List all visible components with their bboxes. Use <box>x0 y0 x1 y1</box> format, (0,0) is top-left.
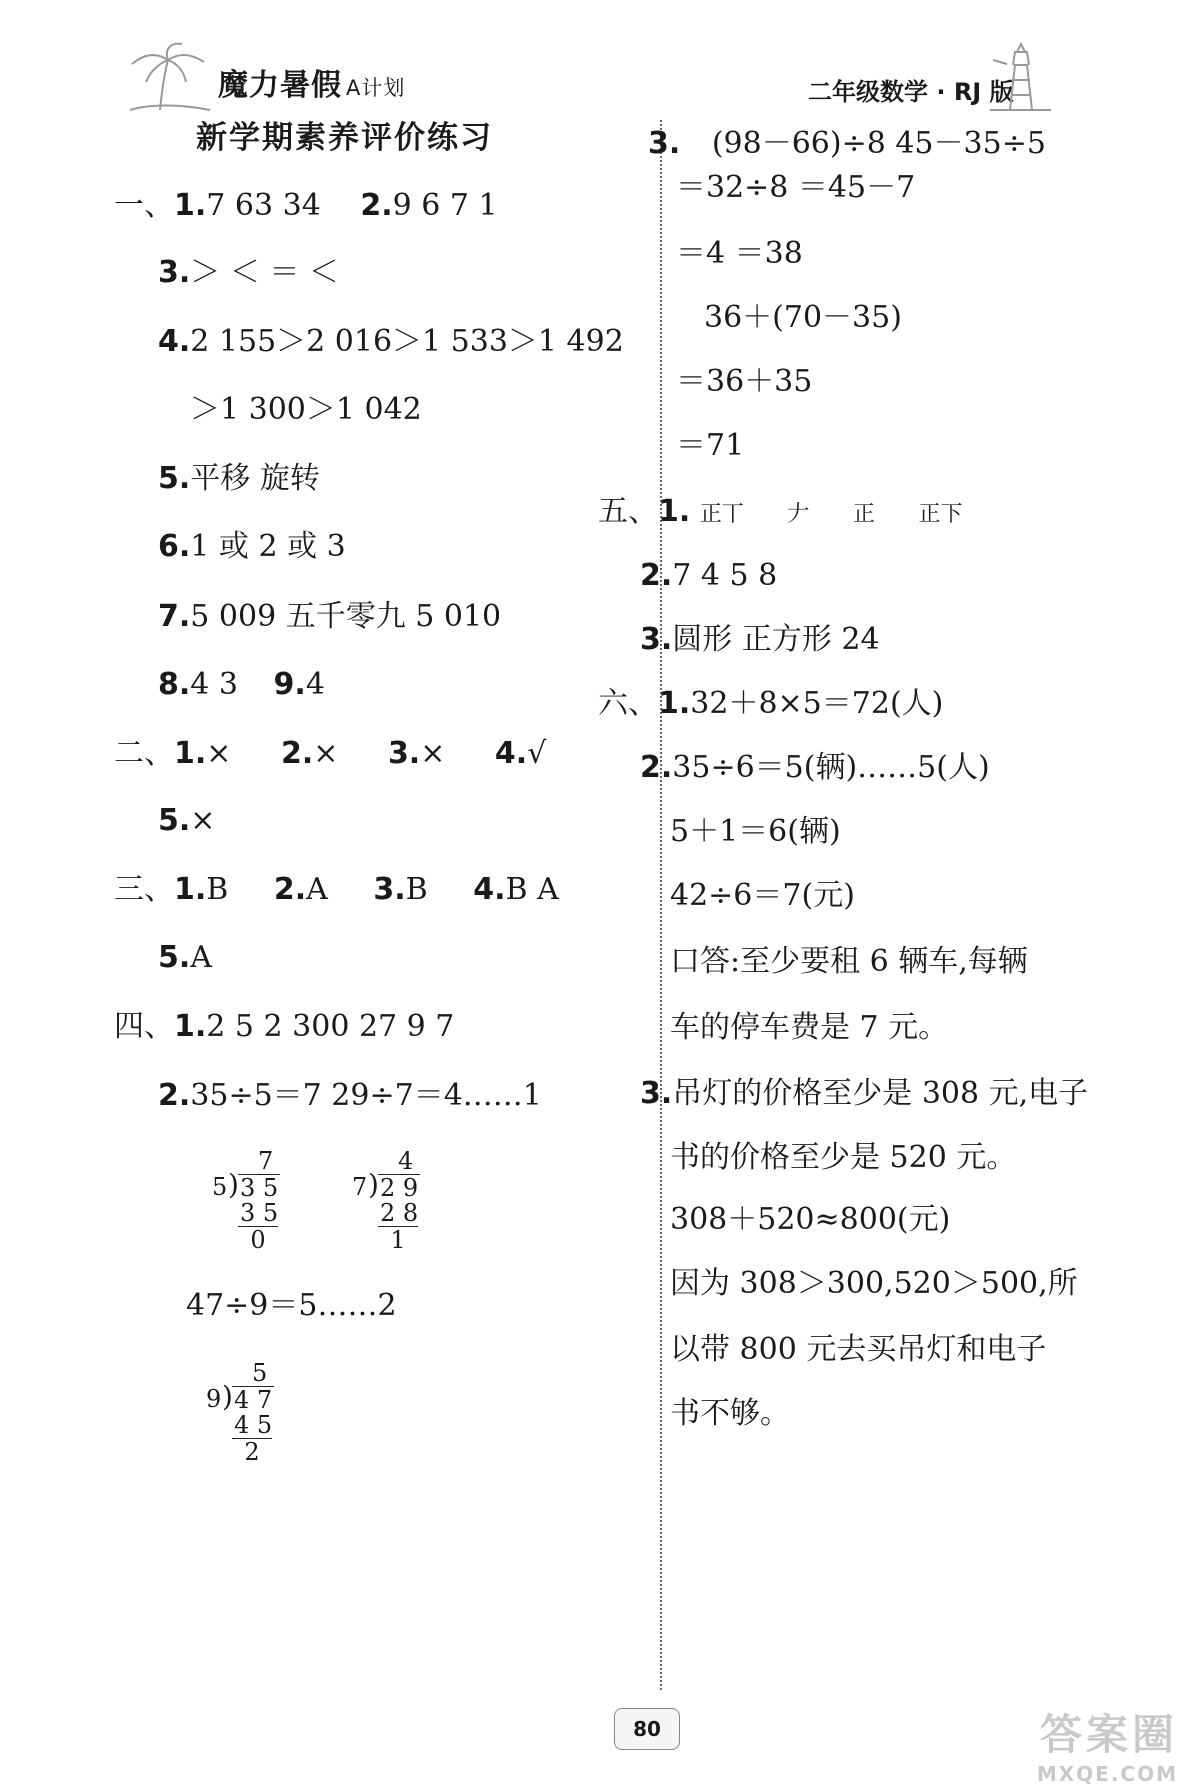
answer-text: 因为 308＞300,520＞500,所 <box>670 1266 1078 1301</box>
remainder: 1 <box>378 1226 418 1253</box>
dividend: 2 9 <box>380 1174 419 1202</box>
grade-label: 二年级数学 · RJ 版 <box>808 78 1014 106</box>
answer-line <box>114 734 546 774</box>
long-division: 7 5 ) 3 5 3 5 0 <box>212 1147 279 1254</box>
answer-line <box>640 1074 1088 1114</box>
answer-line <box>676 234 803 274</box>
item-number: 1. <box>174 188 207 223</box>
answer-text: 4 <box>305 667 325 702</box>
section-number: 二、 <box>114 736 174 771</box>
watermark-logo: 答案圈 <box>1039 1710 1178 1759</box>
answer-line <box>676 362 812 402</box>
item-number: 4. <box>158 324 191 359</box>
item-number: 2. <box>280 736 314 771</box>
brand-logo <box>218 60 405 104</box>
answer-line <box>114 1007 454 1047</box>
answer-text: 平移 旋转 <box>190 461 320 496</box>
item-number: 9. <box>273 667 306 702</box>
answer-text: × <box>206 736 232 771</box>
answer-text: ＞1 300＞1 042 <box>190 392 422 427</box>
divisor: 5 <box>212 1173 228 1201</box>
divisor: 7 <box>352 1173 368 1201</box>
answer-text: A <box>190 940 212 975</box>
section-number: 一、 <box>114 188 174 223</box>
item-number: 5. <box>158 461 191 496</box>
tally-mark: 正下 <box>918 502 963 527</box>
item-number: 2. <box>158 1078 191 1113</box>
answer-text: 以带 800 元去买吊灯和电子 <box>670 1332 1047 1367</box>
answer-text: × <box>313 736 339 771</box>
item-number: 3. <box>648 126 681 161</box>
dividend: 3 5 <box>240 1174 279 1202</box>
column-divider <box>660 120 662 1690</box>
answer-text: 圆形 正方形 24 <box>672 622 880 657</box>
palm-tree-illustration <box>120 40 215 112</box>
item-number: 2. <box>640 558 673 593</box>
answer-line <box>670 942 1028 982</box>
answer-text: 吊灯的价格至少是 308 元,电子 <box>672 1076 1089 1111</box>
item-number: 3. <box>158 255 191 290</box>
item-number: 3. <box>387 736 421 771</box>
answer-text: 42÷6＝7(元) <box>670 878 855 913</box>
answer-line <box>676 168 915 208</box>
section-number: 六、 <box>598 686 658 721</box>
answer-line <box>186 1286 397 1326</box>
answer-line <box>704 298 902 338</box>
answer-text: B <box>206 872 229 907</box>
answer-text: B A <box>505 872 559 907</box>
section-number: 五、 <box>598 494 658 529</box>
answer-text: 口答:至少要租 6 辆车,每辆 <box>670 944 1028 979</box>
long-division: 4 7 ) 2 9 2 8 1 <box>352 1147 419 1254</box>
answer-text: 书不够。 <box>670 1396 790 1431</box>
section-number: 三、 <box>114 872 174 907</box>
answer-line <box>158 527 346 567</box>
answer-text: ＝4 ＝38 <box>676 236 803 271</box>
remainder: 2 <box>232 1438 272 1465</box>
answer-text: × <box>190 803 216 838</box>
answer-line <box>670 812 841 852</box>
section-number: 四、 <box>114 1009 174 1044</box>
item-number: 1. <box>174 736 207 771</box>
answer-text: 书的价格至少是 520 元。 <box>670 1140 1017 1175</box>
answer-line <box>670 876 855 916</box>
answer-text: 2 155＞2 016＞1 533＞1 492 <box>190 324 624 359</box>
tally-mark: 正丅 <box>699 502 744 527</box>
brand-name: 魔力暑假 <box>218 68 342 103</box>
answer-line <box>158 938 212 978</box>
answer-text: 车的停车费是 7 元。 <box>670 1010 949 1045</box>
answer-line <box>158 253 339 293</box>
answer-line <box>670 1330 1046 1370</box>
quotient: 4 <box>398 1147 414 1175</box>
item-number: 3. <box>640 622 673 657</box>
answer-line <box>648 124 1046 164</box>
answer-line <box>114 870 559 910</box>
dividend: 4 7 <box>234 1386 273 1414</box>
answer-line <box>670 1138 1016 1178</box>
product: 4 5 <box>234 1411 273 1439</box>
answer-text: 308＋520≈800(元) <box>670 1202 951 1237</box>
answer-line <box>640 620 880 660</box>
answer-line <box>158 801 215 841</box>
answer-text: ＝71 <box>676 428 745 463</box>
item-number: 8. <box>158 667 191 702</box>
item-number: 1. <box>174 872 207 907</box>
answer-line <box>158 459 320 499</box>
answer-text: 5 009 五千零九 5 010 <box>190 599 502 634</box>
product: 3 5 <box>240 1199 279 1227</box>
watermark-url: MXQE.COM <box>1036 1762 1178 1786</box>
item-number: 3. <box>373 872 406 907</box>
answer-line <box>158 665 325 705</box>
answer-line <box>158 1076 542 1116</box>
answer-line <box>190 390 422 430</box>
answer-line <box>670 1264 1078 1304</box>
item-number: 5. <box>158 803 191 838</box>
page-number: 80 <box>614 1708 680 1750</box>
answer-line <box>670 1200 950 1240</box>
answer-text: 1 或 2 或 3 <box>190 529 346 564</box>
brand-suffix: A计划 <box>346 76 406 100</box>
answer-line <box>598 684 943 724</box>
answer-text: A <box>306 872 328 907</box>
answer-text: ＞ ＜ ＝ ＜ <box>190 255 339 290</box>
answer-text: 9 6 7 1 <box>392 188 498 223</box>
answer-line <box>158 322 624 362</box>
divisor: 9 <box>206 1385 222 1413</box>
answer-text: 32＋8×5＝72(人) <box>690 686 944 721</box>
tally-mark: 正 <box>852 502 875 527</box>
item-number: 7. <box>158 599 191 634</box>
tally-mark: 𠂇 <box>787 502 810 527</box>
answer-text: B <box>405 872 428 907</box>
item-number: 1. <box>658 494 691 529</box>
item-number: 4. <box>494 736 528 771</box>
answer-text: 7 63 34 <box>206 188 321 223</box>
answer-line <box>670 1394 790 1434</box>
item-number: 6. <box>158 529 191 564</box>
item-number: 4. <box>473 872 506 907</box>
item-number: 3. <box>640 1076 673 1111</box>
item-number: 2. <box>640 750 673 785</box>
remainder: 0 <box>238 1226 278 1253</box>
answer-line <box>676 426 744 466</box>
answer-text: 4 3 <box>190 667 238 702</box>
quotient: 7 <box>258 1147 274 1175</box>
answer-text: ＝36＋35 <box>676 364 813 399</box>
lighthouse-illustration <box>985 40 1055 115</box>
answer-text: × <box>420 736 446 771</box>
item-number: 2. <box>273 872 307 907</box>
item-number: 2. <box>360 188 393 223</box>
page-title: 新学期素养评价练习 <box>196 120 493 156</box>
answer-text: 35÷6＝5(辆)……5(人) <box>672 750 990 785</box>
quotient: 5 <box>252 1359 268 1387</box>
answer-text: 36＋(70－35) <box>704 300 902 335</box>
answer-line <box>640 748 990 788</box>
item-number: 5. <box>158 940 191 975</box>
answer-text: 47÷9＝5……2 <box>186 1288 397 1323</box>
answer-text: 35÷5＝7 29÷7＝4……1 <box>190 1078 542 1113</box>
answer-text: (98－66)÷8 45－35÷5 <box>711 126 1046 161</box>
answer-line <box>158 597 501 637</box>
watermark <box>1037 1702 1178 1786</box>
answer-text: 2 5 2 300 27 9 7 <box>206 1009 455 1044</box>
long-division: 5 9 ) 4 7 4 5 2 <box>206 1359 273 1466</box>
answer-text: √ <box>527 736 547 771</box>
product: 2 8 <box>380 1199 419 1227</box>
answer-text: 5＋1＝6(辆) <box>670 814 841 849</box>
item-number: 1. <box>174 1009 207 1044</box>
answer-line <box>114 186 498 226</box>
answer-line <box>598 492 963 535</box>
answer-text: ＝32÷8 ＝45－7 <box>676 170 916 205</box>
answer-line <box>640 556 777 596</box>
answer-line <box>670 1008 948 1048</box>
answer-text: 7 4 5 8 <box>672 558 778 593</box>
item-number: 1. <box>658 686 691 721</box>
